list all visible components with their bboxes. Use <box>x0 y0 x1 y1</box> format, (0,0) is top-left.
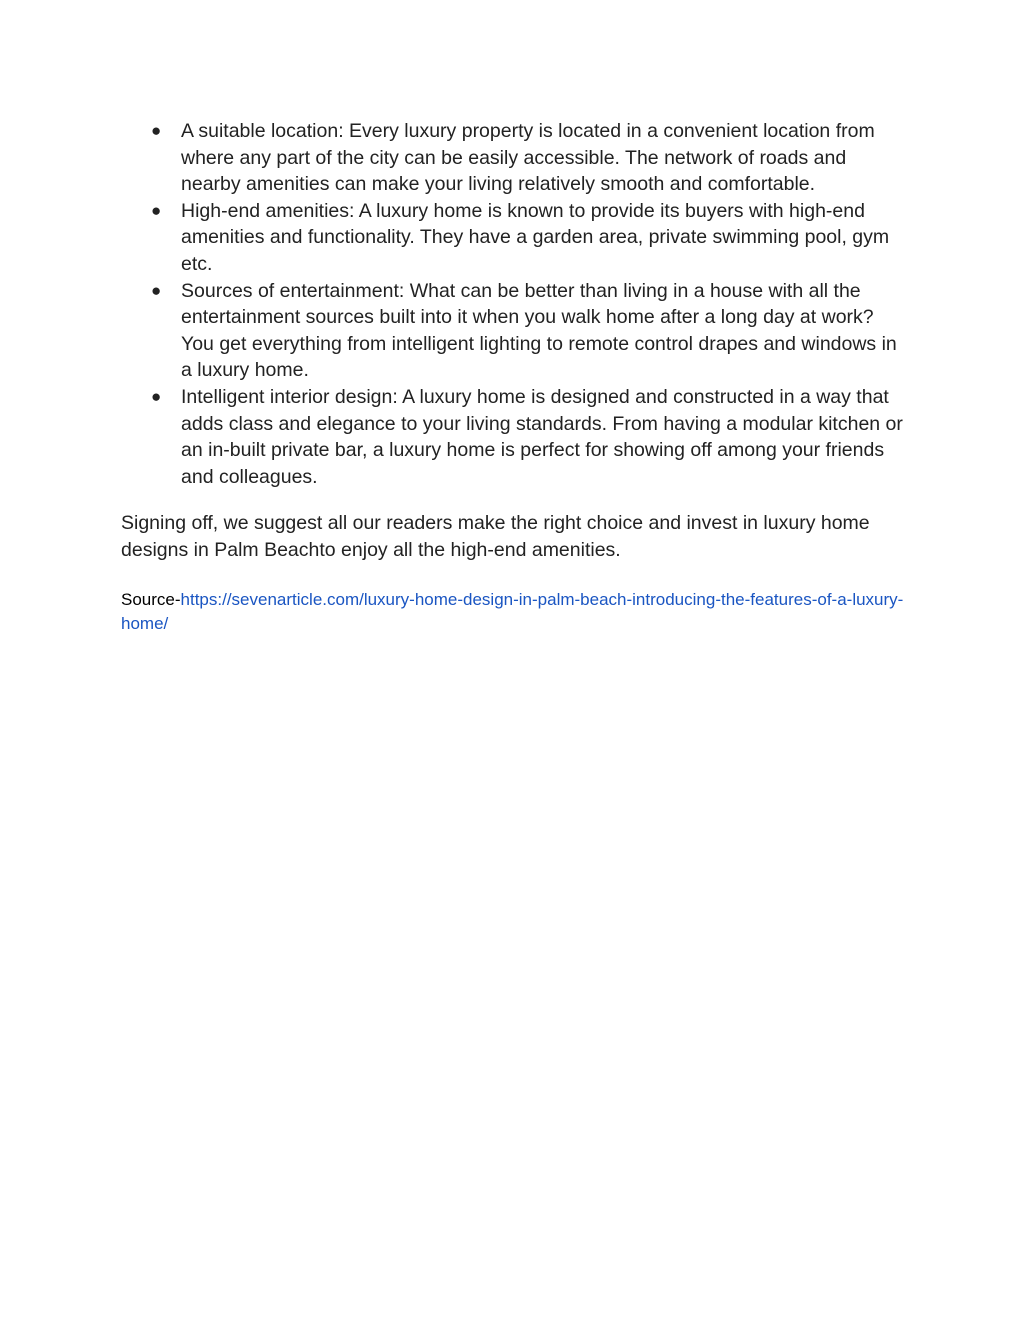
bullet-icon: ● <box>151 280 162 300</box>
source-link[interactable]: https://sevenarticle.com/luxury-home-design-in-palm-beach-introducing-the-features-of-a-luxury-home/ <box>121 589 904 633</box>
list-item <box>121 384 911 490</box>
list-item-text: High-end amenities: A luxury home is known to provide its buyers with high-end amenities and functionality. They have a garden area, private swimming pool, gym etc. <box>181 199 890 275</box>
page-content <box>121 118 911 636</box>
bullet-icon: ● <box>151 200 162 220</box>
source-label: Source- <box>121 589 181 609</box>
list-item <box>121 278 911 384</box>
list-item-text: Sources of entertainment: What can be better than living in a house with all the entertainment sources built into it when you walk home after a long day at work? You get everything from intelligent lighting to remote control drapes and windows in a luxury home. <box>181 279 897 382</box>
source-line <box>121 588 911 636</box>
list-item-text: A suitable location: Every luxury property is located in a convenient location from where any part of the city can be easily accessible. The network of roads and nearby amenities can make your living relatively smooth and comfortable. <box>181 120 875 196</box>
list-item <box>121 118 911 198</box>
list-item <box>121 198 911 278</box>
bullet-icon: ● <box>151 121 162 140</box>
closing-paragraph: Signing off, we suggest all our readers make the right choice and invest in luxury home designs in Palm Beachto enjoy all the high-end amenities. <box>121 512 870 561</box>
features-list <box>121 118 911 490</box>
list-item-text: Intelligent interior design: A luxury home is designed and constructed in a way that adds class and elegance to your living standards. From having a modular kitchen or an in-built private bar, a luxury home is perfect for showing off among your friends and colleagues. <box>181 385 903 488</box>
bullet-icon: ● <box>151 386 162 406</box>
